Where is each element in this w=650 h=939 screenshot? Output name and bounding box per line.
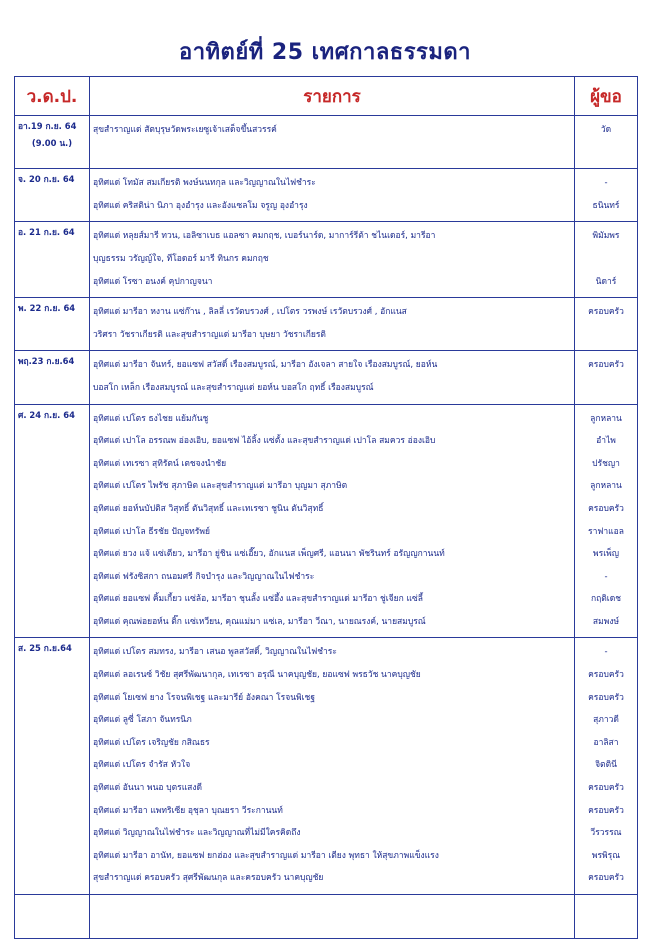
intention-line: อุทิศแด่ ยอแซฟ คิ้มเกี้ยว แซ่ล้อ, มารีอา ชุนลั้ง แซ่อึ้ง และสุขสำราญแด่ มารีอา ชู่เจียก แซ่ลี้ [93,594,423,605]
header-requester: ผู้ขอ [575,77,638,116]
row-requester-cell [575,169,638,222]
row-date: พฤ.23 ก.ย.64 [18,356,75,367]
empty-cell [90,895,575,939]
row-requester-cell [575,298,638,351]
intention-line: อุทิศแด่ ลอเรนซ์ วิชัย สุศรีพัฒนากุล, เทเรซา อรุณี นาคบุญชัย, ยอแซฟ พรธวัช นาคบุญชัย [93,670,421,681]
intention-line: บอสโก เหล็ก เรืองสมบูรณ์ และสุขสำราญแด่ ยอห์น บอสโก ฤทธิ์ เรืองสมบูรณ์ [93,382,374,393]
row-date-cell [15,116,90,169]
requester-name: - [604,571,608,582]
requester-name: สมพงษ์ [592,616,620,627]
intention-line: อุทิศแด่ คุณพ่อยอห์น ติ๊ก แซ่เหวียน, คุณแม่มา แซ่เล, มารีอา วีณา, นายณรงค์, นายสมบูรณ์ [93,616,426,627]
intention-line: วริศรา วัชราเกียรติ และสุขสำราญแด่ มารีอา บุษยา วัชราเกียรติ [93,329,326,340]
requester-name: กฤติเดช [590,594,621,605]
row-date: อ. 21 ก.ย. 64 [18,227,75,238]
row-date: จ. 20 ก.ย. 64 [18,174,75,185]
requester-name: นิดาร์ [595,276,617,287]
requester-name: พิมัมพร [592,231,620,242]
requester-name: จิตตินี [595,760,617,771]
requester-name: ธนินทร์ [592,200,620,211]
empty-row [15,895,638,939]
requester-name: ครอบครัว [588,670,624,681]
requester-name: อาลิสา [593,737,619,748]
requester-name: พรพิรุณ [591,850,621,861]
intention-line: อุทิศแด่ โรซา อนงค์ คุปกาญจนา [93,276,213,287]
intention-line: อุทิศแด่ มารีอา แพทริเซีย อุชุลา บุณยรา วีระกานนท์ [93,805,283,816]
intention-line: อุทิศแด่ อันนา พนอ บุตรแสงดี [93,783,203,794]
requester-name: - [604,647,608,658]
row-items-cell [90,222,575,298]
intention-line: อุทิศแด่ คริสติน่า นิภา อุงอำรุง และอังแซลโม จรูญ อุงอำรุง [93,200,308,211]
row-items-cell [90,298,575,351]
row-date-cell [15,638,90,895]
row-date: อา.19 ก.ย. 64 [18,121,77,131]
row-date-cell [15,404,90,638]
row-requester-cell [575,638,638,895]
intention-line: อุทิศแด่ เปโตร ธงไชย แย้มกันชู [93,413,209,424]
requester-name: พรเพ็ญ [593,549,619,560]
intention-line: อุทิศแด่ มารีอา จันทร์, ยอแซฟ สวัสดิ์ เรืองสมบูรณ์, มารีอา อังเจลา สายใจ เรืองสมบูรณ์, ยอห์น [93,360,438,371]
requester-name [578,324,634,347]
table-row [15,638,638,895]
table-row [15,169,638,222]
requester-name: ปรัชญา [592,458,620,469]
row-requester-cell [575,404,638,638]
header-date: ว.ด.ป. [15,77,90,116]
row-date-cell [15,351,90,404]
intention-line: อุทิศแด่ โทมัส สมเกียรติ พงษ์นนทกุล และวิญญาณในไฟชำระ [93,178,316,189]
row-date-cell [15,298,90,351]
intention-line: อุทิศแด่ ยอห์นบัปติส วิสุทธิ์ ตันวิสุทธิ์ และเทเรซา ชูนิน ตันวิสุทธิ์ [93,503,324,514]
requester-name: ลูกหลาน [590,413,622,424]
requester-name: ครอบครัว [588,307,624,318]
intention-line: บุญธรรม วรัญญ์ใจ, ทีโอดอร์ มารี ทินกร คมกฤช [93,253,269,264]
intention-line [93,142,571,165]
table-row [15,404,638,638]
row-requester-cell [575,116,638,169]
requester-name: ครอบครัว [588,503,624,514]
intention-line: อุทิศแด่ เปาโล อรรณพ อ่องเอิบ, ยอแซฟ ไอ้ลิ้ง แซ่ตั้ง และสุขสำราญแด่ เปาโล สมควร อ่องเอิบ [93,436,436,447]
requester-name: ครอบครัว [588,360,624,371]
row-items-cell [90,638,575,895]
row-requester-cell [575,222,638,298]
intention-schedule-table [14,76,638,939]
row-items-cell [90,404,575,638]
intention-line: อุทิศแด่ หลุยส์มารี ทวน, เอลิซาเบธ แอลซา คมกฤช, เบอร์นาร์ด, มาการ์รีต้า ชไนเดอร์, มารีอา [93,231,436,242]
requester-name: - [604,178,608,189]
row-items-cell [90,169,575,222]
row-requester-cell [575,351,638,404]
intention-line: อุทิศแด่ มารีอา อานัท, ยอแซฟ ยกฮ่อง และสุขสำราญแด่ มารีอา เตียง พุทธา ให้สุขภาพแข็งแรง [93,850,439,861]
requester-name [578,248,634,271]
table-row [15,298,638,351]
requester-name [578,142,634,165]
intention-line: อุทิศแด่ เปาโล ธีรชัย ปัญจทรัพย์ [93,526,210,537]
row-date-cell [15,222,90,298]
page-title: อาทิตย์ที่ 25 เทศกาลธรรมดา [178,40,472,65]
intention-line: อุทิศแด่ เปโตร ไพรัช สุภาษิต และสุขสำราญแด่ มารีอา บุญมา สุภาษิต [93,481,348,492]
requester-name: ครอบครัว [588,873,624,884]
intention-line: อุทิศแด่ เทเรซา สุทิรัตน์ เตชจงนำชัย [93,458,227,469]
intention-line: สุขสำราญแด่ ครอบครัว สุศรีพัฒนกุล และครอบครัว นาคบุญชัย [93,873,324,884]
table-row [15,351,638,404]
table-row [15,222,638,298]
intention-line: อุทิศแด่ วิญญาณในไฟชำระ และวิญญาณที่ไม่มีใครคิดถึง [93,828,301,839]
row-date: พ. 22 ก.ย. 64 [18,303,76,314]
intention-line: อุทิศแด่ ยวง แจ้ แซ่เตียว, มารีอา ยู่ชิน แซ่เอี๊ยว, อักแนส เพ็ญศรี, แอนนา พัชรินทร์ อรัญญกานนท์ [93,549,445,560]
intention-line: อุทิศแด่ โยเซฟ ยาง โรจนพิเชฐ และมารีย์ อังคณา โรจนพิเชฐ [93,692,316,703]
row-items-cell [90,116,575,169]
header-items: รายการ [90,77,575,116]
intention-line: อุทิศแด่ เปโตร จำรัส หัวใจ [93,760,191,771]
table-header-row [15,77,638,116]
table-row [15,116,638,169]
intention-line: อุทิศแด่ เปโตร เจริญชัย กสิณธร [93,737,210,748]
requester-name [578,377,634,400]
intention-line: อุทิศแด่ มารีอา หงาน แซ่ก๊าน , ลิลลี่ เรวัตบรวงศ์ , เปโตร วรพงษ์ เรวัตบรวงศ์ , อักแนส [93,307,407,318]
row-date: ส. 25 ก.ย.64 [18,643,72,654]
requester-name: สุภาวดี [593,715,619,726]
row-date-time: (9.00 น.) [31,138,73,148]
requester-name: อำไพ [596,436,616,447]
row-date-cell [15,169,90,222]
requester-name: ลูกหลาน [590,481,622,492]
empty-cell [15,895,90,939]
intention-line: อุทิศแด่ เปโตร สมทรง, มารีอา เสนอ พูลสวัสดิ์, วิญญาณในไฟชำระ [93,647,337,658]
requester-name: ครอบครัว [588,692,624,703]
requester-name: ครอบครัว [588,805,624,816]
empty-cell [575,895,638,939]
row-date: ศ. 24 ก.ย. 64 [18,409,75,420]
requester-name: ครอบครัว [588,783,624,794]
requester-name: วีรวรรณ [590,828,622,839]
requester-name: ราฟาแอล [588,526,624,537]
intention-line: สุขสำราญแด่ สัตบุรุษวัดพระเยซูเจ้าเสด็จขึ้นสวรรค์ [93,125,277,135]
intention-line: อุทิศแด่ ฟรังซิสกา ถนอมศรี กิจบำรุง และวิญญาณในไฟชำระ [93,571,315,582]
intention-line: อุทิศแด่ ลูซี่ โสภา จันทรนิภ [93,715,192,726]
row-items-cell [90,351,575,404]
requester-name: วัด [600,125,612,135]
